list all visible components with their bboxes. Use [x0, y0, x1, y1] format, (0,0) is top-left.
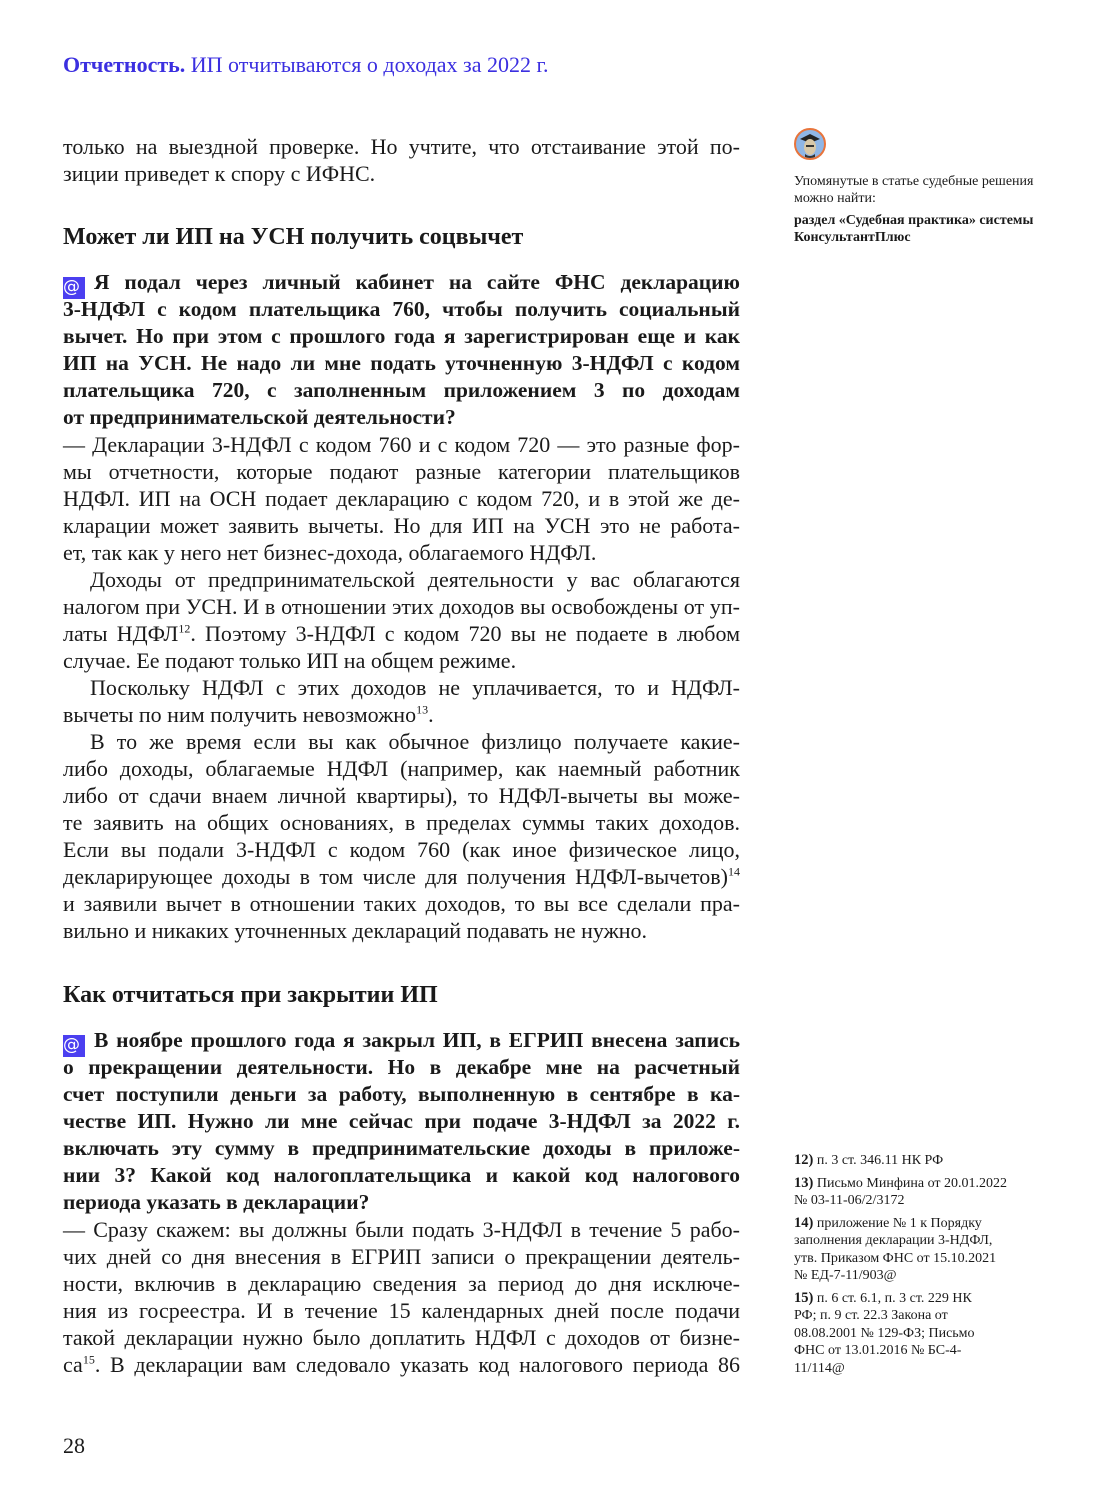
line-text: те заявить на общих основаниях, в пределах суммы таких доходов.	[63, 810, 740, 835]
line-text: ИП на УСН. Не надо ли мне подать уточненную 3-НДФЛ с кодом	[63, 351, 740, 375]
footnote-number: 14)	[794, 1214, 814, 1231]
text-line	[63, 782, 740, 809]
text-line	[63, 160, 740, 187]
footnote-number: 12)	[794, 1152, 814, 1168]
line-text: . В декларации вам следовало указать код налогового периода 86	[94, 1352, 740, 1377]
footnote-text: Письмо Минфина от 20.01.2022 № 03-11-06/2/3172	[794, 1175, 1008, 1208]
line-text: от предпринимательской деятельности?	[63, 405, 456, 429]
text-line	[63, 1216, 740, 1243]
footnote	[794, 1215, 1009, 1285]
line-text: НДФЛ. ИП на ОСН подает декларацию с кодом 720, и в этой же де-	[63, 486, 740, 511]
text-line	[63, 620, 740, 647]
footnote	[794, 1152, 1034, 1170]
text-line	[63, 1081, 740, 1108]
line-text: Доходы от предпринимательской деятельности у вас облагаются	[90, 567, 740, 592]
text-line	[63, 674, 740, 701]
line-text: налогом при УСН. И в отношении этих доходов вы освобождены от уп-	[63, 594, 740, 619]
line-text: Поскольку НДФЛ с этих доходов не уплачивается, то и НДФЛ-	[90, 675, 740, 700]
footnote-ref: 14	[728, 864, 740, 879]
text-line	[63, 458, 740, 485]
line-text: честве ИП. Нужно ли мне сейчас при подаче 3-НДФЛ за 2022 г.	[63, 1109, 740, 1133]
line-text: счет поступили деньги за работу, выполненную в сентябре в ка-	[63, 1082, 740, 1106]
line-text: нии 3? Какой код налогоплательщика и какой код налогового	[63, 1163, 740, 1187]
line-text: только на выездной проверке. Но учтите, что отстаивание этой по-	[63, 134, 740, 159]
footnote-ref: 15	[82, 1352, 95, 1367]
line-text: латы НДФЛ	[63, 621, 179, 646]
line-text: либо доходы, облагаемые НДФЛ (например, как наемный работник	[63, 756, 740, 781]
text-line	[63, 350, 740, 377]
question-1	[63, 269, 740, 431]
expert-avatar-icon	[794, 128, 826, 160]
section-heading: Как отчитаться при закрытии ИП	[63, 982, 438, 1008]
running-header	[63, 52, 549, 78]
line-text: случае. Ее подают только ИП на общем режиме.	[63, 648, 517, 673]
answer-1	[63, 431, 740, 944]
footnote	[794, 1290, 984, 1378]
text-line	[63, 809, 740, 836]
line-text: вычеты по ним получить невозможно	[63, 702, 417, 727]
page-number: 28	[63, 1433, 85, 1458]
line-text: ния из госреестра. И в течение 15 календарных дней после подачи	[63, 1298, 740, 1323]
text-line	[63, 647, 740, 674]
text-line	[63, 404, 740, 431]
text-line	[63, 1108, 740, 1135]
line-text: са	[63, 1352, 83, 1377]
text-line	[63, 593, 740, 620]
text-line	[63, 323, 740, 350]
footnote-number: 15)	[794, 1289, 814, 1306]
sidebar-note: Упомянутые в статье судебные решения можно найти:	[794, 174, 1034, 206]
line-text: декларирующее доходы в том числе для получения НДФЛ-вычетов)	[63, 864, 728, 889]
line-text: зиции приведет к спору с ИФНС.	[63, 161, 376, 186]
text-line	[63, 701, 740, 728]
question-at-icon: @	[63, 277, 85, 299]
text-line	[63, 1189, 740, 1216]
text-line	[63, 1297, 740, 1324]
text-line	[63, 728, 740, 755]
line-text: — Сразу скажем: вы должны были подать 3-НДФЛ в течение 5 рабо-	[63, 1217, 740, 1242]
line-text: включать эту сумму в предпринимательские доходы в приложе-	[63, 1136, 740, 1160]
text-line	[63, 1243, 740, 1270]
line-text: мы отчетности, которые подают разные категории плательщиков	[63, 459, 740, 484]
line-text: В то же время если вы как обычное физлицо получаете какие-	[90, 729, 740, 754]
text-line	[63, 377, 740, 404]
text-line	[63, 566, 740, 593]
footnote-ref: 12	[178, 621, 191, 636]
line-text: Я подал через личный кабинет на сайте ФНС декларацию	[94, 270, 740, 294]
footnote	[794, 1175, 1019, 1210]
line-text: — Декларации 3-НДФЛ с кодом 760 и с кодом 720 — это разные фор-	[63, 432, 740, 457]
line-text: чих дней со дня внесения в ЕГРИП записи о прекращении деятель-	[63, 1244, 740, 1269]
line-text: В ноябре прошлого года я закрыл ИП, в ЕГРИП внесена запись	[94, 1028, 740, 1052]
line-text: вычет. Но при этом с прошлого года я зарегистрирован еще и как	[63, 324, 740, 348]
line-text: такой декларации нужно было доплатить НДФЛ с доходов от бизне-	[63, 1325, 740, 1350]
text-line	[63, 836, 740, 863]
question-2	[63, 1027, 740, 1216]
question-at-icon: @	[63, 1035, 85, 1057]
text-line	[63, 431, 740, 458]
line-text: плательщика 720, с заполненным приложением 3 по доходам	[63, 378, 740, 402]
text-line	[63, 133, 740, 160]
section-heading: Может ли ИП на УСН получить соцвычет	[63, 224, 524, 250]
text-line	[63, 1027, 740, 1054]
answer-2	[63, 1216, 740, 1378]
footnote-text: п. 3 ст. 346.11 НК РФ	[816, 1153, 944, 1168]
text-line	[63, 1324, 740, 1351]
text-line	[63, 1351, 740, 1378]
line-text: кларации может заявить вычеты. Но для ИП на УСН это не работа-	[63, 513, 740, 538]
line-text: .	[428, 702, 434, 727]
text-line	[63, 1135, 740, 1162]
text-line	[63, 269, 740, 296]
text-line	[63, 539, 740, 566]
footnote-text: приложение № 1 к Порядку заполнения декларации 3-НДФЛ, утв. Приказом ФНС от 15.10.2021 № ЕД-7-11/903@	[794, 1215, 997, 1283]
header-title: ИП отчитываются о доходах за 2022 г.	[190, 52, 549, 77]
line-text: ности, включив в декларацию сведения за период до дня исключе-	[63, 1271, 740, 1296]
line-text: . Поэтому 3-НДФЛ с кодом 720 вы не подаете в любом	[190, 621, 740, 646]
line-text: ет, так как у него нет бизнес-дохода, облагаемого НДФЛ.	[63, 540, 597, 565]
footnote-ref: 13	[416, 702, 429, 717]
text-line	[63, 1162, 740, 1189]
text-line	[63, 1270, 740, 1297]
text-line	[63, 890, 740, 917]
line-text: о прекращении деятельности. Но в декабре мне на расчетный	[63, 1055, 740, 1079]
section-name: Отчетность.	[63, 52, 186, 77]
intro-paragraph	[63, 133, 740, 187]
line-text: периода указать в декларации?	[63, 1190, 370, 1214]
footnote-number: 13)	[794, 1174, 814, 1191]
text-line	[63, 917, 740, 944]
footnote-text: п. 6 ст. 6.1, п. 3 ст. 229 НК РФ; п. 9 ст. 22.3 Закона от 08.08.2001 № 129-ФЗ; Письмо ФНС от 13.01.2016 № БС-4-11/114@	[794, 1290, 975, 1376]
text-line	[63, 296, 740, 323]
line-text: Если вы подали 3-НДФЛ с кодом 760 (как иное физическое лицо,	[63, 837, 740, 862]
line-text: вильно и никаких уточненных деклараций подавать не нужно.	[63, 918, 648, 943]
text-line	[63, 863, 740, 890]
text-line	[63, 755, 740, 782]
line-text: и заявили вычет в отношении таких доходов, то вы все сделали пра-	[63, 891, 740, 916]
text-line	[63, 485, 740, 512]
text-line	[63, 1054, 740, 1081]
sidebar-source: раздел «Судебная практика» системы КонсультантПлюс	[794, 213, 1034, 245]
footnotes	[794, 1152, 1034, 1382]
text-line	[63, 512, 740, 539]
line-text: либо от сдачи внаем личной квартиры), то НДФЛ-вычеты вы може-	[63, 783, 740, 808]
line-text: 3-НДФЛ с кодом плательщика 760, чтобы получить социальный	[63, 297, 740, 321]
